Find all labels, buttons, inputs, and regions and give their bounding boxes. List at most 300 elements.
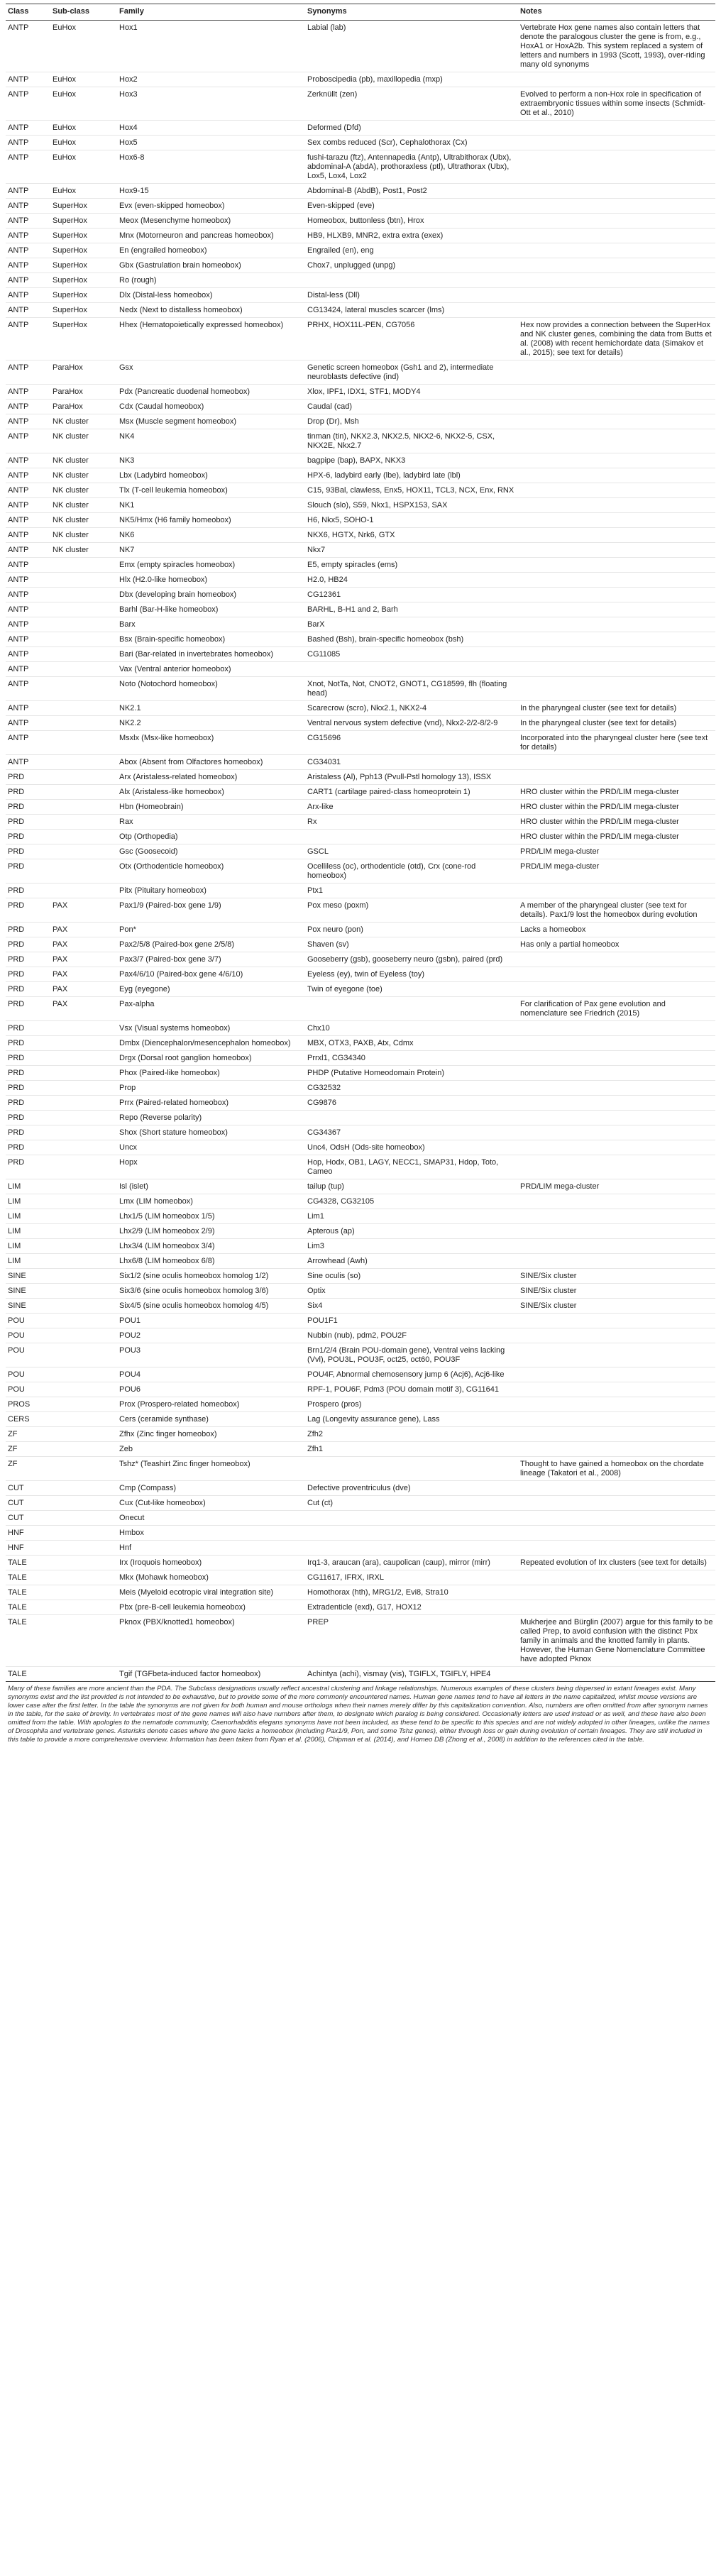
table-row xyxy=(6,429,715,453)
cell-notes xyxy=(518,1036,715,1051)
table-row xyxy=(6,558,715,573)
cell-notes xyxy=(518,647,715,662)
table-row xyxy=(6,1397,715,1412)
table-row xyxy=(6,136,715,150)
cell-class: ANTP xyxy=(6,385,50,400)
cell-family: NK7 xyxy=(117,543,305,558)
cell-synonyms: PHDP (Putative Homeodomain Protein) xyxy=(305,1066,518,1081)
cell-family: Eyg (eyegone) xyxy=(117,982,305,997)
table-row xyxy=(6,288,715,303)
cell-subclass xyxy=(50,573,117,588)
cell-class: ANTP xyxy=(6,429,50,453)
cell-subclass: EuHox xyxy=(50,87,117,121)
cell-family: Six3/6 (sine oculis homeobox homolog 3/6) xyxy=(117,1284,305,1299)
cell-class: ANTP xyxy=(6,453,50,468)
cell-subclass: NK cluster xyxy=(50,528,117,543)
cell-family: NK2.1 xyxy=(117,701,305,716)
cell-class: SINE xyxy=(6,1299,50,1314)
cell-subclass xyxy=(50,731,117,755)
cell-synonyms: Distal-less (Dll) xyxy=(305,288,518,303)
table-row xyxy=(6,513,715,528)
cell-subclass: PAX xyxy=(50,898,117,923)
cell-subclass: SuperHox xyxy=(50,318,117,360)
cell-subclass xyxy=(50,677,117,701)
cell-subclass: EuHox xyxy=(50,72,117,87)
table-row xyxy=(6,273,715,288)
cell-synonyms: C15, 93Bal, clawless, Enx5, HOX11, TCL3, NCX, Enx, RNX xyxy=(305,483,518,498)
cell-subclass: NK cluster xyxy=(50,483,117,498)
cell-notes: Thought to have gained a homeobox on the chordate lineage (Takatori et al., 2008) xyxy=(518,1457,715,1481)
cell-family: Hhex (Hematopoietically expressed homeobox) xyxy=(117,318,305,360)
cell-class: CERS xyxy=(6,1412,50,1427)
cell-subclass xyxy=(50,602,117,617)
cell-class: PRD xyxy=(6,1140,50,1155)
table-row xyxy=(6,1096,715,1111)
table-row xyxy=(6,1066,715,1081)
cell-class: CUT xyxy=(6,1511,50,1526)
table-row xyxy=(6,543,715,558)
cell-subclass: SuperHox xyxy=(50,229,117,243)
cell-subclass: PAX xyxy=(50,982,117,997)
cell-notes xyxy=(518,952,715,967)
cell-subclass: SuperHox xyxy=(50,214,117,229)
header-family: Family xyxy=(117,4,305,21)
cell-synonyms: Genetic screen homeobox (Gsh1 and 2), intermediate neuroblasts defective (ind) xyxy=(305,360,518,385)
table-row xyxy=(6,229,715,243)
cell-synonyms: Zerknüllt (zen) xyxy=(305,87,518,121)
table-row xyxy=(6,937,715,952)
cell-family: Mnx (Motorneuron and pancreas homeobox) xyxy=(117,229,305,243)
cell-family: Lhx2/9 (LIM homeobox 2/9) xyxy=(117,1224,305,1239)
cell-synonyms: Ptx1 xyxy=(305,884,518,898)
cell-notes: Repeated evolution of Irx clusters (see text for details) xyxy=(518,1556,715,1570)
cell-notes xyxy=(518,121,715,136)
table-row xyxy=(6,21,715,72)
cell-notes xyxy=(518,1194,715,1209)
cell-class: ANTP xyxy=(6,414,50,429)
cell-family: Otp (Orthopedia) xyxy=(117,830,305,844)
cell-subclass xyxy=(50,1299,117,1314)
cell-class: ANTP xyxy=(6,632,50,647)
cell-subclass xyxy=(50,662,117,677)
cell-subclass: NK cluster xyxy=(50,414,117,429)
cell-class: ANTP xyxy=(6,513,50,528)
table-row xyxy=(6,830,715,844)
cell-synonyms: Pox neuro (pon) xyxy=(305,923,518,937)
cell-family: Mkx (Mohawk homeobox) xyxy=(117,1570,305,1585)
header-notes: Notes xyxy=(518,4,715,21)
cell-family: Noto (Notochord homeobox) xyxy=(117,677,305,701)
cell-notes xyxy=(518,617,715,632)
cell-class: PRD xyxy=(6,952,50,967)
cell-synonyms: CG9876 xyxy=(305,1096,518,1111)
table-row xyxy=(6,1412,715,1427)
cell-notes xyxy=(518,1021,715,1036)
cell-notes xyxy=(518,1328,715,1343)
cell-family: Hox6-8 xyxy=(117,150,305,184)
cell-subclass xyxy=(50,1066,117,1081)
table-row xyxy=(6,1496,715,1511)
table-row xyxy=(6,1667,715,1682)
cell-notes xyxy=(518,602,715,617)
cell-family: Cmp (Compass) xyxy=(117,1481,305,1496)
cell-class: PRD xyxy=(6,844,50,859)
cell-family: Onecut xyxy=(117,1511,305,1526)
cell-subclass xyxy=(50,1284,117,1299)
cell-class: ANTP xyxy=(6,184,50,199)
cell-subclass xyxy=(50,830,117,844)
cell-subclass xyxy=(50,1511,117,1526)
cell-synonyms: Xnot, NotTa, Not, CNOT2, GNOT1, CG18599, flh (floating head) xyxy=(305,677,518,701)
cell-family: Repo (Reverse polarity) xyxy=(117,1111,305,1125)
cell-notes xyxy=(518,1125,715,1140)
cell-synonyms: Six4 xyxy=(305,1299,518,1314)
table-row xyxy=(6,214,715,229)
cell-subclass xyxy=(50,859,117,884)
cell-synonyms: CG15696 xyxy=(305,731,518,755)
table-row xyxy=(6,632,715,647)
table-row xyxy=(6,483,715,498)
cell-family: Tlx (T-cell leukemia homeobox) xyxy=(117,483,305,498)
cell-notes xyxy=(518,1254,715,1269)
cell-class: PRD xyxy=(6,1081,50,1096)
table-row xyxy=(6,952,715,967)
cell-subclass xyxy=(50,1209,117,1224)
cell-family: Pon* xyxy=(117,923,305,937)
table-row xyxy=(6,303,715,318)
table-row xyxy=(6,1457,715,1481)
cell-family: Lbx (Ladybird homeobox) xyxy=(117,468,305,483)
cell-class: LIM xyxy=(6,1179,50,1194)
cell-subclass: NK cluster xyxy=(50,453,117,468)
cell-synonyms xyxy=(305,1111,518,1125)
table-row xyxy=(6,1239,715,1254)
cell-subclass xyxy=(50,1239,117,1254)
header-subclass: Sub-class xyxy=(50,4,117,21)
cell-family: Hnf xyxy=(117,1541,305,1556)
table-row xyxy=(6,647,715,662)
cell-synonyms: CG34031 xyxy=(305,755,518,770)
cell-family: Nedx (Next to distalless homeobox) xyxy=(117,303,305,318)
cell-family: Tgif (TGFbeta-induced factor homeobox) xyxy=(117,1667,305,1682)
header-row xyxy=(6,4,715,21)
cell-class: ANTP xyxy=(6,483,50,498)
cell-class: SINE xyxy=(6,1269,50,1284)
cell-family: Bari (Bar-related in invertebrates homeobox) xyxy=(117,647,305,662)
cell-subclass xyxy=(50,800,117,815)
cell-notes xyxy=(518,1081,715,1096)
cell-subclass: PAX xyxy=(50,967,117,982)
cell-synonyms: Bashed (Bsh), brain-specific homeobox (bsh) xyxy=(305,632,518,647)
table-row xyxy=(6,997,715,1021)
cell-family: Zeb xyxy=(117,1442,305,1457)
cell-synonyms: PREP xyxy=(305,1615,518,1667)
table-row xyxy=(6,258,715,273)
cell-subclass: PAX xyxy=(50,952,117,967)
cell-notes: Lacks a homeobox xyxy=(518,923,715,937)
cell-class: CUT xyxy=(6,1496,50,1511)
cell-family: Cers (ceramide synthase) xyxy=(117,1412,305,1427)
cell-subclass: SuperHox xyxy=(50,258,117,273)
cell-synonyms: Abdominal-B (AbdB), Post1, Post2 xyxy=(305,184,518,199)
cell-synonyms xyxy=(305,273,518,288)
cell-class: PRD xyxy=(6,997,50,1021)
cell-notes xyxy=(518,677,715,701)
cell-class: ZF xyxy=(6,1427,50,1442)
cell-family: NK2.2 xyxy=(117,716,305,731)
cell-class: LIM xyxy=(6,1254,50,1269)
cell-notes xyxy=(518,1541,715,1556)
cell-synonyms: Lag (Longevity assurance gene), Lass xyxy=(305,1412,518,1427)
cell-class: ANTP xyxy=(6,400,50,414)
cell-notes xyxy=(518,303,715,318)
cell-family: Rax xyxy=(117,815,305,830)
cell-class: PRD xyxy=(6,785,50,800)
cell-class: ANTP xyxy=(6,755,50,770)
cell-synonyms: Twin of eyegone (toe) xyxy=(305,982,518,997)
table-row xyxy=(6,528,715,543)
table-row xyxy=(6,453,715,468)
table-row xyxy=(6,1314,715,1328)
cell-family: Emx (empty spiracles homeobox) xyxy=(117,558,305,573)
table-row xyxy=(6,1051,715,1066)
cell-class: ZF xyxy=(6,1442,50,1457)
cell-notes xyxy=(518,360,715,385)
table-row xyxy=(6,1299,715,1314)
cell-synonyms xyxy=(305,1457,518,1481)
table-row xyxy=(6,1526,715,1541)
cell-subclass xyxy=(50,1269,117,1284)
cell-notes xyxy=(518,528,715,543)
cell-synonyms: Nubbin (nub), pdm2, POU2F xyxy=(305,1328,518,1343)
cell-subclass xyxy=(50,1481,117,1496)
cell-class: ANTP xyxy=(6,318,50,360)
table-row xyxy=(6,602,715,617)
table-row xyxy=(6,1427,715,1442)
table-row xyxy=(6,318,715,360)
cell-notes: In the pharyngeal cluster (see text for details) xyxy=(518,701,715,716)
cell-subclass xyxy=(50,1125,117,1140)
cell-subclass xyxy=(50,1541,117,1556)
cell-family: Msxlx (Msx-like homeobox) xyxy=(117,731,305,755)
table-row xyxy=(6,385,715,400)
cell-class: ANTP xyxy=(6,573,50,588)
cell-synonyms: Scarecrow (scro), Nkx2.1, NKX2-4 xyxy=(305,701,518,716)
cell-subclass xyxy=(50,1155,117,1179)
cell-subclass xyxy=(50,1254,117,1269)
cell-notes xyxy=(518,72,715,87)
cell-synonyms: HPX-6, ladybird early (lbe), ladybird late (lbl) xyxy=(305,468,518,483)
cell-subclass xyxy=(50,1427,117,1442)
cell-family: Lmx (LIM homeobox) xyxy=(117,1194,305,1209)
table-row xyxy=(6,1541,715,1556)
table-row xyxy=(6,1111,715,1125)
cell-notes xyxy=(518,229,715,243)
cell-class: PRD xyxy=(6,898,50,923)
cell-family: Cdx (Caudal homeobox) xyxy=(117,400,305,414)
cell-subclass: ParaHox xyxy=(50,400,117,414)
cell-family: Gbx (Gastrulation brain homeobox) xyxy=(117,258,305,273)
cell-class: ANTP xyxy=(6,647,50,662)
cell-class: PRD xyxy=(6,937,50,952)
cell-subclass xyxy=(50,632,117,647)
cell-class: PRD xyxy=(6,800,50,815)
cell-subclass xyxy=(50,1194,117,1209)
cell-subclass xyxy=(50,617,117,632)
cell-synonyms: CG13424, lateral muscles scarcer (lms) xyxy=(305,303,518,318)
table-row xyxy=(6,1615,715,1667)
cell-subclass xyxy=(50,1600,117,1615)
cell-synonyms: Homothorax (hth), MRG1/2, Evi8, Stra10 xyxy=(305,1585,518,1600)
cell-synonyms xyxy=(305,1526,518,1541)
cell-synonyms: Gooseberry (gsb), gooseberry neuro (gsbn), paired (prd) xyxy=(305,952,518,967)
table-row xyxy=(6,617,715,632)
cell-notes xyxy=(518,662,715,677)
cell-synonyms: Slouch (slo), S59, Nkx1, HSPX153, SAX xyxy=(305,498,518,513)
cell-subclass xyxy=(50,1224,117,1239)
cell-notes xyxy=(518,1066,715,1081)
cell-subclass: SuperHox xyxy=(50,243,117,258)
table-row xyxy=(6,87,715,121)
table-row xyxy=(6,716,715,731)
cell-family: NK5/Hmx (H6 family homeobox) xyxy=(117,513,305,528)
cell-class: ANTP xyxy=(6,701,50,716)
cell-subclass xyxy=(50,1081,117,1096)
cell-notes xyxy=(518,150,715,184)
cell-family: Dlx (Distal-less homeobox) xyxy=(117,288,305,303)
cell-family: Pbx (pre-B-cell leukemia homeobox) xyxy=(117,1600,305,1615)
cell-notes xyxy=(518,755,715,770)
cell-synonyms xyxy=(305,1511,518,1526)
cell-subclass xyxy=(50,770,117,785)
cell-family: Ro (rough) xyxy=(117,273,305,288)
cell-notes xyxy=(518,199,715,214)
table-row xyxy=(6,360,715,385)
cell-subclass: SuperHox xyxy=(50,303,117,318)
table-row xyxy=(6,1600,715,1615)
cell-synonyms: PRHX, HOX11L-PEN, CG7056 xyxy=(305,318,518,360)
table-row xyxy=(6,1155,715,1179)
cell-subclass xyxy=(50,1111,117,1125)
cell-synonyms: BARHL, B-H1 and 2, Barh xyxy=(305,602,518,617)
cell-notes xyxy=(518,884,715,898)
cell-synonyms: Prospero (pros) xyxy=(305,1397,518,1412)
cell-notes xyxy=(518,136,715,150)
cell-synonyms: Eyeless (ey), twin of Eyeless (toy) xyxy=(305,967,518,982)
cell-class: ANTP xyxy=(6,21,50,72)
cell-class: ANTP xyxy=(6,303,50,318)
cell-synonyms: Drop (Dr), Msh xyxy=(305,414,518,429)
cell-synonyms: Xlox, IPF1, IDX1, STF1, MODY4 xyxy=(305,385,518,400)
cell-subclass: EuHox xyxy=(50,136,117,150)
table-row xyxy=(6,662,715,677)
cell-subclass xyxy=(50,588,117,602)
table-row xyxy=(6,1194,715,1209)
table-row xyxy=(6,573,715,588)
cell-synonyms: Lim3 xyxy=(305,1239,518,1254)
cell-notes xyxy=(518,1427,715,1442)
cell-family: En (engrailed homeobox) xyxy=(117,243,305,258)
cell-subclass: ParaHox xyxy=(50,385,117,400)
cell-class: ANTP xyxy=(6,243,50,258)
cell-family: Shox (Short stature homeobox) xyxy=(117,1125,305,1140)
homeobox-gene-table xyxy=(6,4,715,1682)
cell-subclass xyxy=(50,1314,117,1328)
cell-subclass: SuperHox xyxy=(50,273,117,288)
table-row xyxy=(6,468,715,483)
cell-notes xyxy=(518,1496,715,1511)
cell-notes: Mukherjee and Bürglin (2007) argue for this family to be called Prep, to avoid confusion with the distinct Pbx family in animals and the knotted family in plants. However, the Human Gene Nomenclature Committee have adopted Pknox xyxy=(518,1615,715,1667)
cell-notes xyxy=(518,770,715,785)
cell-family: Zfhx (Zinc finger homeobox) xyxy=(117,1427,305,1442)
table-row xyxy=(6,1179,715,1194)
cell-subclass: PAX xyxy=(50,923,117,937)
table-footnote: Many of these families are more ancient than the PDA. The Subclass designations usually reflect ancestral clustering and linkage relationships. Numerous examples of these clusters being dispersed in extant lineages exist. Many synonyms exist and the list provided is not intended to be exhaustive, but to provide some of the more commonly encountered names. Human gene names tend to have all letters in the name capitalized, whilst mouse versions are lower case after the first letter. In the table the synonyms are not given for both human and mouse orthologs when their names merely differ by this capitalization convention. Also, numbers are often omitted from after synonym names in the table, for the sake of brevity. In vertebrates most of the gene names will also have numbers after them, to designate which paralog is being considered. Occasionally letters are used instead or as well, and these have also been omitted from the table. With apologies to the nematode community, Caenorhabditis elegans synonyms have not been included, as these tend to be specific to this species and are not widely adopted in other lineages, unlike the names of Drosophila and vertebrate genes. Asterisks denote cases where the gene lacks a homeobox (including Pax1/9, Pon, and some Tshz genes), either through loss or gain during evolution of certain lineages. They are still included in this table to provide a more comprehensive overview. Information has been taken from Ryan et al. (2006), Chipman et al. (2014), and Homeo DB (Zhong et al., 2008) in addition to the references cited in the table. xyxy=(8,1685,710,1744)
cell-subclass: SuperHox xyxy=(50,199,117,214)
cell-class: POU xyxy=(6,1343,50,1367)
cell-subclass xyxy=(50,1140,117,1155)
cell-class: PRD xyxy=(6,1066,50,1081)
cell-notes: A member of the pharyngeal cluster (see text for details). Pax1/9 lost the homeobox during evolution xyxy=(518,898,715,923)
cell-synonyms: POU4F, Abnormal chemosensory jump 6 (Acj6), Acj6-like xyxy=(305,1367,518,1382)
cell-family: Arx (Aristaless-related homeobox) xyxy=(117,770,305,785)
cell-family: Gsx xyxy=(117,360,305,385)
cell-synonyms: Cut (ct) xyxy=(305,1496,518,1511)
cell-family: Pdx (Pancreatic duodenal homeobox) xyxy=(117,385,305,400)
table-row xyxy=(6,1209,715,1224)
cell-notes xyxy=(518,1209,715,1224)
cell-subclass: NK cluster xyxy=(50,543,117,558)
cell-notes xyxy=(518,1397,715,1412)
cell-subclass xyxy=(50,1615,117,1667)
cell-class: PRD xyxy=(6,770,50,785)
cell-class: PRD xyxy=(6,859,50,884)
cell-family: Pax1/9 (Paired-box gene 1/9) xyxy=(117,898,305,923)
cell-family: POU4 xyxy=(117,1367,305,1382)
cell-synonyms: Unc4, OdsH (Ods-site homeobox) xyxy=(305,1140,518,1155)
cell-notes xyxy=(518,558,715,573)
cell-family: Abox (Absent from Olfactores homeobox) xyxy=(117,755,305,770)
cell-family: Lhx6/8 (LIM homeobox 6/8) xyxy=(117,1254,305,1269)
cell-class: TALE xyxy=(6,1667,50,1682)
cell-synonyms xyxy=(305,662,518,677)
cell-synonyms: RPF-1, POU6F, Pdm3 (POU domain motif 3), CG11641 xyxy=(305,1382,518,1397)
cell-subclass: NK cluster xyxy=(50,429,117,453)
cell-class: CUT xyxy=(6,1481,50,1496)
cell-synonyms: Nkx7 xyxy=(305,543,518,558)
cell-class: LIM xyxy=(6,1239,50,1254)
cell-subclass: EuHox xyxy=(50,121,117,136)
cell-notes xyxy=(518,1511,715,1526)
table-row xyxy=(6,498,715,513)
cell-notes xyxy=(518,1051,715,1066)
cell-notes xyxy=(518,982,715,997)
table-row xyxy=(6,414,715,429)
cell-class: ANTP xyxy=(6,214,50,229)
cell-synonyms: Ventral nervous system defective (vnd), Nkx2-2/2-8/2-9 xyxy=(305,716,518,731)
cell-family: NK3 xyxy=(117,453,305,468)
table-row xyxy=(6,1442,715,1457)
cell-notes xyxy=(518,1570,715,1585)
cell-notes xyxy=(518,1314,715,1328)
cell-family: Prop xyxy=(117,1081,305,1096)
cell-family: NK6 xyxy=(117,528,305,543)
cell-synonyms: Sex combs reduced (Scr), Cephalothorax (Cx) xyxy=(305,136,518,150)
cell-family: Six1/2 (sine oculis homeobox homolog 1/2) xyxy=(117,1269,305,1284)
cell-synonyms: Zfh1 xyxy=(305,1442,518,1457)
cell-synonyms: HB9, HLXB9, MNR2, extra extra (exex) xyxy=(305,229,518,243)
table-row xyxy=(6,150,715,184)
